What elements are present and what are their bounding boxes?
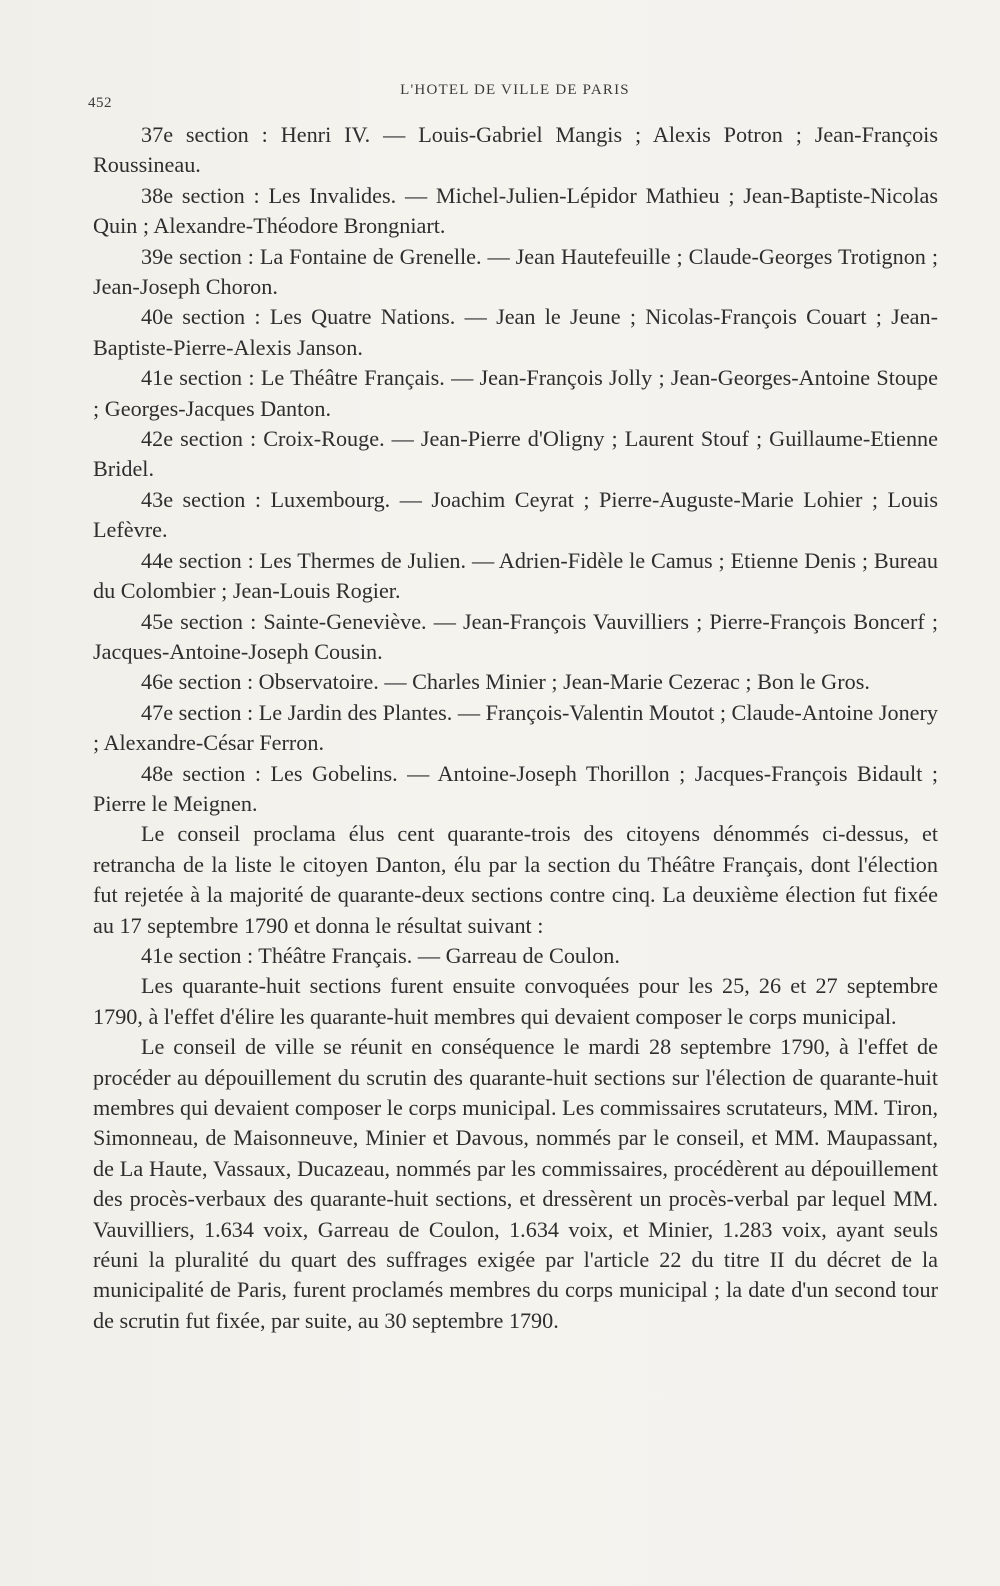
paragraph-section-48: 48e section : Les Gobelins. — Antoine-Joseph Thorillon ; Jacques-François Bidault ; Pierre le Meignen. (93, 760, 938, 816)
paragraph-section-47: 47e section : Le Jardin des Plantes. — François-Valentin Moutot ; Claude-Antoine Jonery ; Alexandre-César Ferron. (93, 699, 938, 756)
page-number: 452 (88, 95, 112, 111)
paragraph-section-37: 37e section : Henri IV. — Louis-Gabriel Mangis ; Alexis Potron ; Jean-François Roussineau. (93, 122, 938, 178)
paragraph-section-42: 42e section : Croix-Rouge. — Jean-Pierre d'Oligny ; Laurent Stouf ; Guillaume-Etienne Bridel. (93, 426, 938, 482)
paragraph-second-election: 41e section : Théâtre Français. — Garreau de Coulon. (141, 942, 620, 968)
paragraph-section-46: 46e section : Observatoire. — Charles Minier ; Jean-Marie Cezerac ; Bon le Gros. (141, 669, 870, 695)
paragraph-section-44: 44e section : Les Thermes de Julien. — Adrien-Fidèle le Camus ; Etienne Denis ; Bureau du Colombier ; Jean-Louis Rogier. (93, 547, 938, 604)
paragraph-section-38: 38e section : Les Invalides. — Michel-Julien-Lépidor Mathieu ; Jean-Baptiste-Nicolas Quin ; Alexandre-Théodore Brongniart. (93, 182, 938, 239)
paragraph-section-45: 45e section : Sainte-Geneviève. — Jean-François Vauvilliers ; Pierre-François Boncerf ; Jacques-Antoine-Joseph Cousin. (93, 608, 938, 664)
body-text (93, 120, 938, 1336)
paragraph-council-meeting: Le conseil de ville se réunit en conséquence le mardi 28 septembre 1790, à l'effet de procéder au dépouillement du scrutin des quarante-huit sections sur l'élection de quarante-huit membres qui devaient composer le corps municipal. Les commissaires scrutateurs, MM. Tiron, Simonneau, de Maisonneuve, Minier et Davous, nommés par le conseil, et MM. Maupassant, de La Haute, Vassaux, Ducazeau, nommés par les commissaires, procédèrent au dépouillement des procès-verbaux des quarante-huit sections, et dressèrent un procès-verbal par lequel MM. Vauvilliers, 1.634 voix, Garreau de Coulon, 1.634 voix, et Minier, 1.283 voix, ayant seuls réuni la pluralité du quart des suffrages exigée par l'article 22 du titre II du décret de la municipalité de Paris, furent proclamés membres du corps municipal ; la date d'un second tour de scrutin fut fixée, par suite, au 30 septembre 1790. (93, 1034, 938, 1333)
paragraph-section-40: 40e section : Les Quatre Nations. — Jean le Jeune ; Nicolas-François Couart ; Jean-Baptiste-Pierre-Alexis Janson. (93, 304, 938, 360)
paragraph-convocation: Les quarante-huit sections furent ensuite convoquées pour les 25, 26 et 27 septembre 1790, à l'effet d'élire les quarante-huit membres qui devaient composer le corps municipal. (93, 973, 938, 1029)
paragraph-section-39: 39e section : La Fontaine de Grenelle. — Jean Hautefeuille ; Claude-Georges Trotignon ; Jean-Joseph Choron. (93, 243, 938, 300)
paragraph-proclamation: Le conseil proclama élus cent quarante-trois des citoyens dénommés ci-dessus, et retrancha de la liste le citoyen Danton, élu par la section du Théâtre Français, dont l'élection fut rejetée à la majorité de quarante-deux sections contre cinq. La deuxième élection fut fixée au 17 septembre 1790 et donna le résultat suivant : (93, 821, 938, 938)
running-title: L'HOTEL DE VILLE DE PARIS (400, 82, 630, 98)
paragraph-section-43: 43e section : Luxembourg. — Joachim Ceyrat ; Pierre-Auguste-Marie Lohier ; Louis Lefèvre. (93, 486, 938, 543)
paragraph-section-41: 41e section : Le Théâtre Français. — Jean-François Jolly ; Jean-Georges-Antoine Stoupe ; Georges-Jacques Danton. (93, 365, 938, 421)
